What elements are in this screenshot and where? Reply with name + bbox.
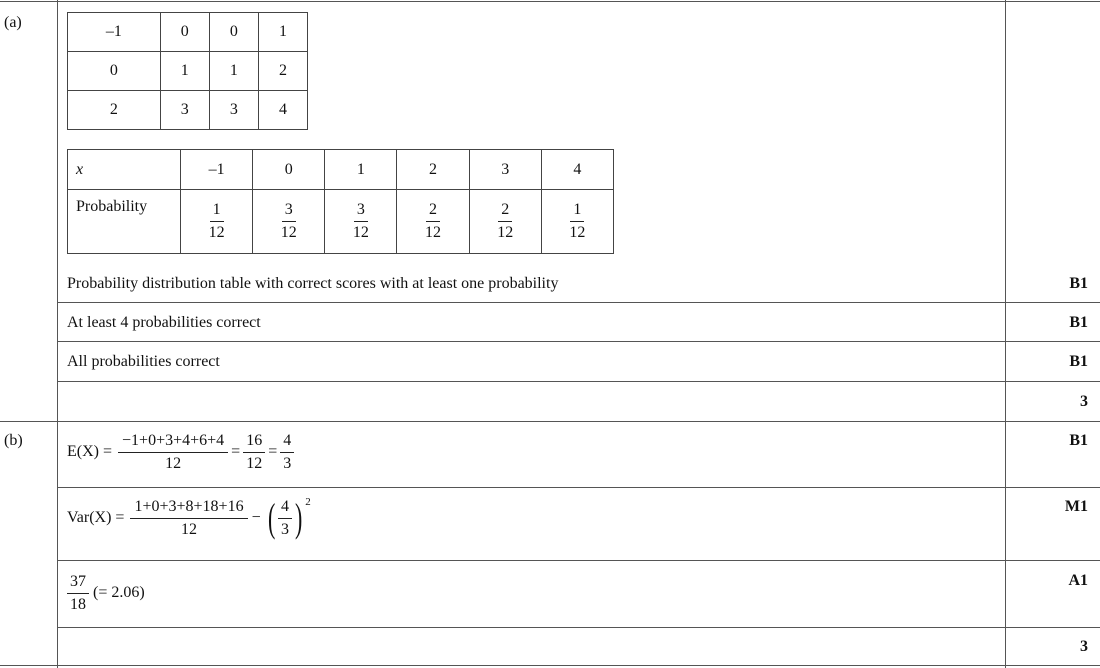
probability-distribution-table	[67, 149, 614, 254]
row-divider	[57, 341, 1100, 342]
right-paren: )	[294, 495, 303, 541]
grid-cell: 1	[209, 52, 258, 91]
mean-fraction: $\frac{4}{3}$	[278, 498, 292, 538]
part-b-label: (b)	[4, 432, 23, 449]
variance-result	[67, 573, 145, 613]
ex-fraction-3: $\frac{4}{3}$	[280, 432, 294, 472]
mark-label: B1	[1069, 353, 1088, 370]
grid-cell: –1	[68, 13, 161, 52]
grid-row	[68, 91, 308, 130]
probability-cell: $\frac{1}{12}$	[541, 190, 613, 254]
ex-fraction-2: $\frac{16}{12}$	[243, 432, 265, 472]
equals: =	[231, 443, 241, 461]
grid-cell: 0	[68, 52, 161, 91]
grid-cell: 3	[209, 91, 258, 130]
mark-label: B1	[1069, 314, 1088, 331]
mark-label: A1	[1068, 572, 1088, 589]
x-value: 4	[541, 150, 613, 190]
probability-cell: $\frac{3}{12}$	[325, 190, 397, 254]
probability-header: Probability	[68, 190, 181, 254]
x-value: 1	[325, 150, 397, 190]
probability-cell: $\frac{2}{12}$	[469, 190, 541, 254]
x-value: 2	[397, 150, 469, 190]
minus-sign: −	[251, 509, 261, 527]
part-a-label: (a)	[4, 14, 22, 31]
mark-label: B1	[1069, 432, 1088, 449]
grid-row	[68, 52, 308, 91]
x-value: 3	[469, 150, 541, 190]
part-b-total: 3	[1080, 638, 1088, 655]
mark-column-divider	[1005, 0, 1006, 668]
sample-space-grid	[67, 12, 308, 130]
row-divider	[57, 627, 1100, 628]
row-divider	[57, 381, 1100, 382]
x-value: 0	[253, 150, 325, 190]
row-divider	[57, 487, 1100, 488]
grid-cell: 2	[258, 52, 307, 91]
mark-label: B1	[1069, 275, 1088, 292]
left-paren: (	[267, 495, 275, 541]
part-divider	[0, 421, 1100, 422]
row-divider	[57, 560, 1100, 561]
grid-cell: 1	[258, 13, 307, 52]
criterion-text: Probability distribution table with correct scores with at least one probability	[67, 275, 559, 292]
criterion-text: At least 4 probabilities correct	[67, 314, 261, 331]
mark-label: M1	[1064, 498, 1088, 515]
probability-cell: $\frac{1}{12}$	[181, 190, 253, 254]
x-value: –1	[181, 150, 253, 190]
result-approx: (= 2.06)	[93, 584, 145, 602]
var-fraction: $\frac{1+0+3+8+18+16}{12}$	[130, 498, 247, 538]
var-lhs: Var(X) =	[67, 509, 125, 527]
top-border	[0, 1, 1100, 2]
x-header: x	[68, 150, 181, 190]
result-fraction: $\frac{37}{18}$	[67, 573, 89, 613]
grid-cell: 1	[160, 52, 209, 91]
grid-row	[68, 13, 308, 52]
bottom-border	[0, 665, 1100, 666]
expectation-working	[67, 432, 294, 472]
exponent: 2	[305, 496, 311, 508]
row-divider	[57, 302, 1100, 303]
grid-cell: 3	[160, 91, 209, 130]
ex-fraction: $\frac{-1+0+3+4+6+4}{12}$	[118, 432, 228, 472]
grid-cell: 4	[258, 91, 307, 130]
grid-cell: 0	[209, 13, 258, 52]
ex-lhs: E(X) =	[67, 443, 113, 461]
probability-cell: $\frac{3}{12}$	[253, 190, 325, 254]
grid-cell: 2	[68, 91, 161, 130]
variance-working	[67, 495, 311, 541]
probability-cell: $\frac{2}{12}$	[397, 190, 469, 254]
grid-cell: 0	[160, 13, 209, 52]
label-column-divider	[57, 0, 58, 668]
equals: =	[268, 443, 278, 461]
criterion-text: All probabilities correct	[67, 353, 220, 370]
part-a-total: 3	[1080, 393, 1088, 410]
